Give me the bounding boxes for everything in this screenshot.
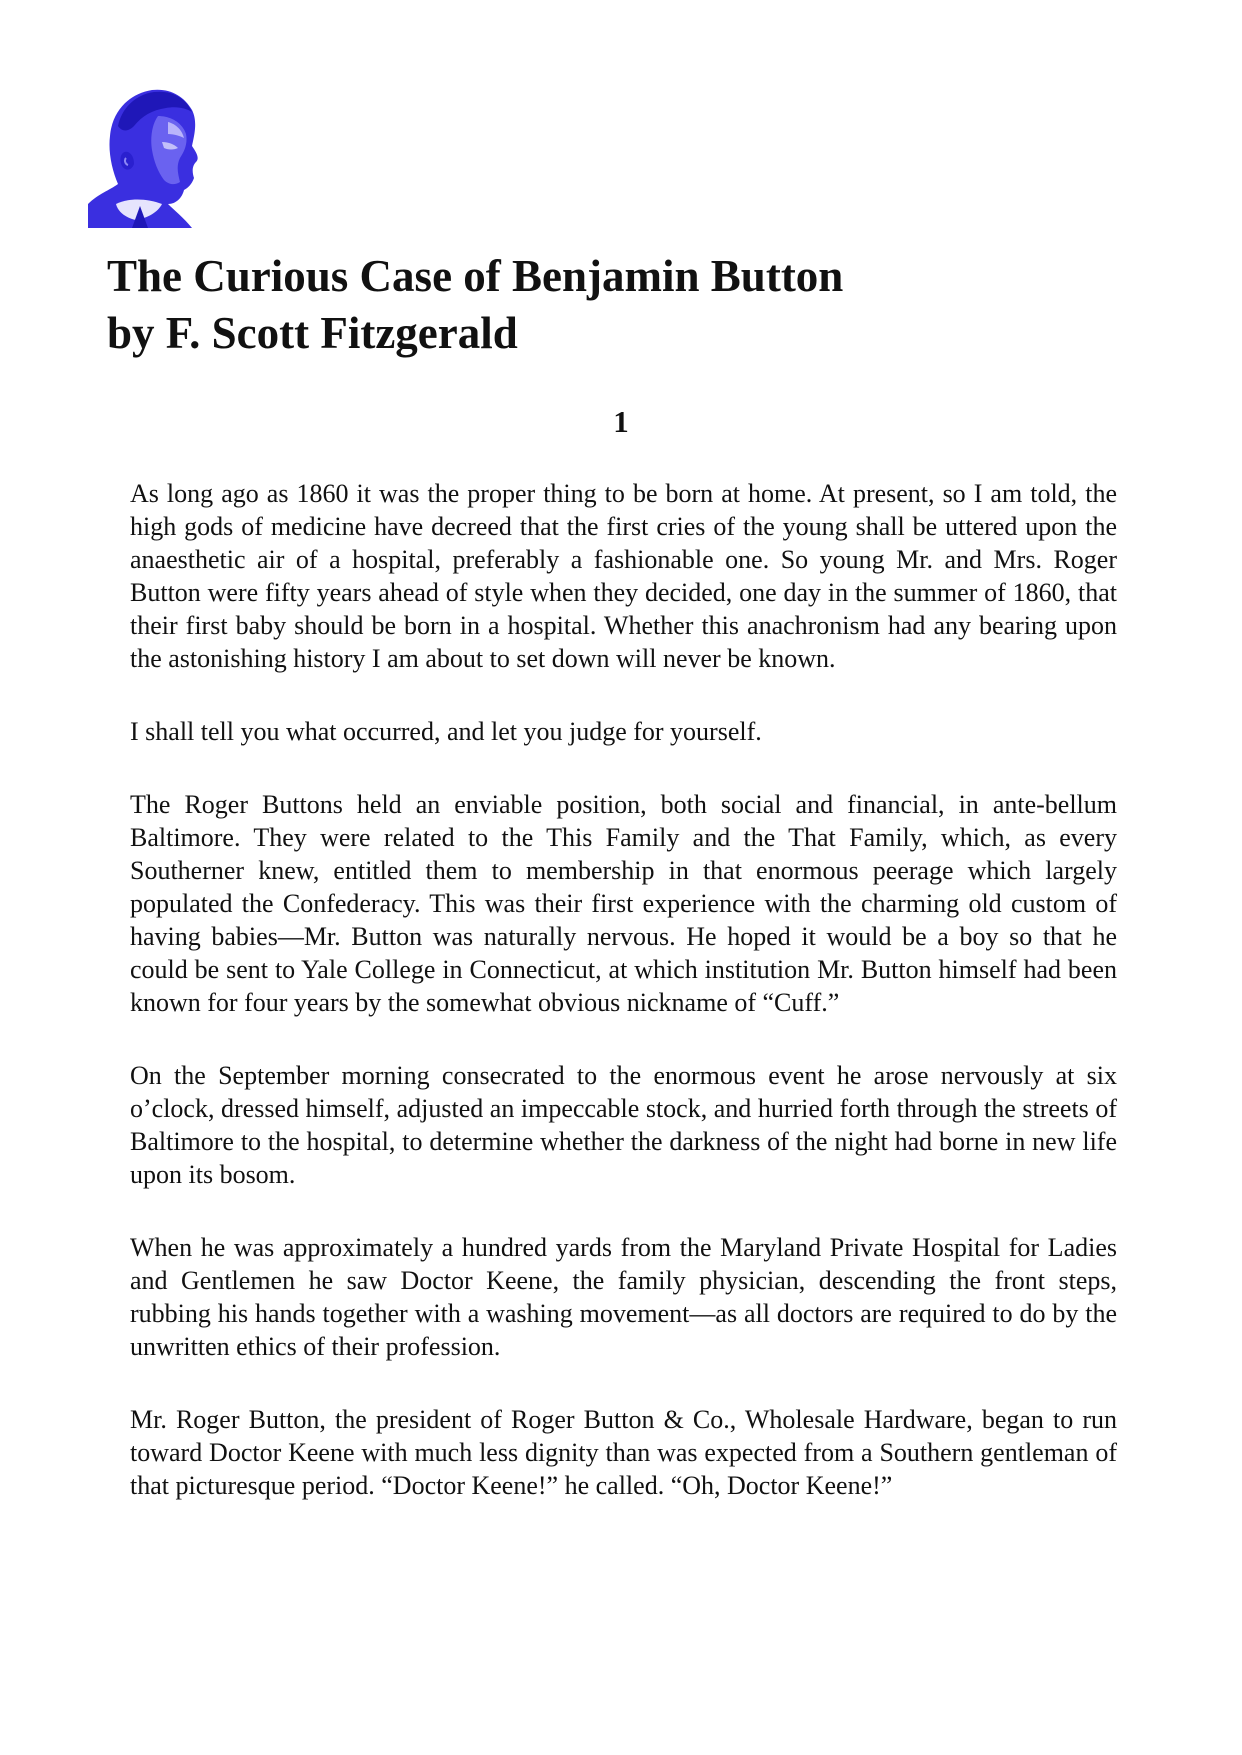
book-title: The Curious Case of Benjamin Button: [107, 251, 844, 301]
paragraph: I shall tell you what occurred, and let you judge for yourself.: [130, 717, 762, 746]
paragraph: When he was approximately a hundred yards from the Maryland Private Hospital for Ladies and Gentlemen he saw Doctor Keene, the family physician, descending the front steps, rubbing his hands together with a washing movement—as all doctors are required to do by the unwritten ethics of their profession.: [130, 1233, 1117, 1361]
paragraph: Mr. Roger Button, the president of Roger Button & Co., Wholesale Hardware, began to run toward Doctor Keene with much less dignity than was expected from a Southern gentleman of that picturesque period. “Doctor Keene!” he called. “Oh, Doctor Keene!”: [130, 1405, 1117, 1500]
author-byline: by F. Scott Fitzgerald: [107, 308, 518, 358]
paragraph: The Roger Buttons held an enviable position, both social and financial, in ante-bellum Baltimore. They were related to the This Family and the That Family, which, as every Southerner knew, entitled them to membership in that enormous peerage which largely populated the Confederacy. This was their first experience with the charming old custom of having babies—Mr. Button was naturally nervous. He hoped it would be a boy so that he could be sent to Yale College in Connecticut, at which institution Mr. Button himself had been known for four years by the somewhat obvious nickname of “Cuff.”: [130, 790, 1117, 1017]
author-portrait: [88, 86, 206, 228]
title-block: [107, 248, 1147, 362]
paragraph: As long ago as 1860 it was the proper thing to be born at home. At present, so I am told, the high gods of medicine have decreed that the first cries of the young shall be uttered upon the anaesthetic air of a hospital, preferably a fashionable one. So young Mr. and Mrs. Roger Button were fifty years ahead of style when they decided, one day in the summer of 1860, that their first baby should be born in a hospital. Whether this anachronism had any bearing upon the astonishing history I am about to set down will never be known.: [130, 479, 1117, 673]
chapter-number: 1: [613, 404, 629, 439]
chapter-body: [130, 477, 1117, 1542]
paragraph: On the September morning consecrated to the enormous event he arose nervously at six o’clock, dressed himself, adjusted an impeccable stock, and hurried forth through the streets of Baltimore to the hospital, to determine whether the darkness of the night had borne in new life upon its bosom.: [130, 1061, 1117, 1189]
